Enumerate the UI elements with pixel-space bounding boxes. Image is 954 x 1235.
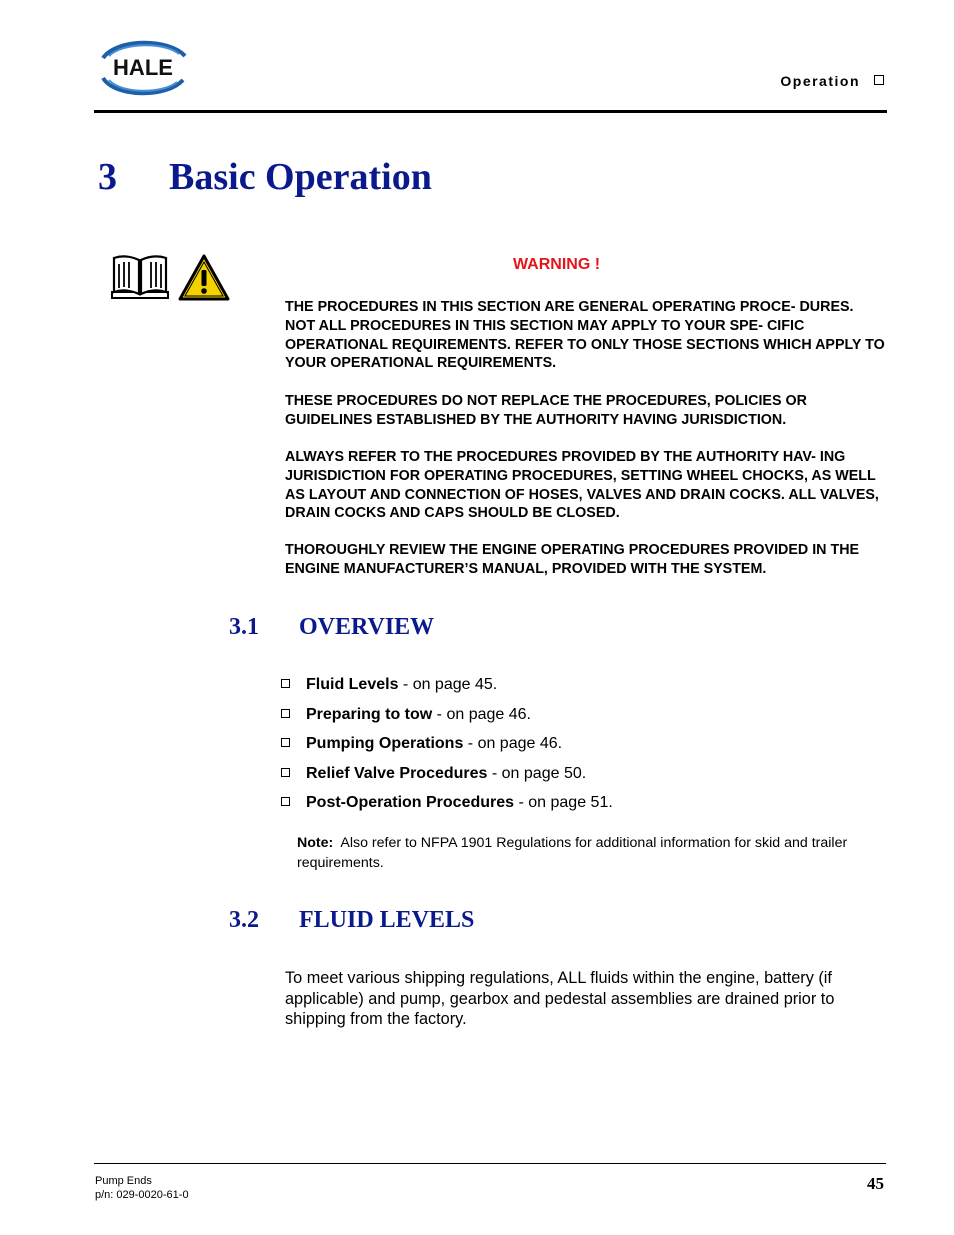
chapter-title — [98, 155, 432, 199]
overview-item-page-ref: - on page 46. — [432, 706, 531, 723]
section-number: 3.1 — [229, 614, 259, 640]
header-section-label: Operation — [780, 73, 860, 89]
footer-rule — [94, 1163, 886, 1164]
warning-paragraph: THE PROCEDURES IN THIS SECTION ARE GENERAL OPERATING PROCE- DURES. NOT ALL PROCEDURES IN THIS SECTION MAY APPLY TO YOUR SPE- CIFIC OPERATIONAL REQUIREMENTS. REFER TO ONLY THOSE SECTIONS WHICH APPLY TO YOUR OPERATIONAL REQUIREMENTS. — [285, 299, 885, 372]
page-number: 45 — [867, 1174, 884, 1193]
section-heading-overview — [229, 614, 434, 641]
hazard-warning-icon — [178, 254, 230, 302]
overview-item-page-ref: - on page 50. — [487, 765, 587, 782]
overview-item-label[interactable]: Fluid Levels — [306, 676, 399, 693]
overview-note — [297, 834, 872, 873]
overview-item-page-ref: - on page 45. — [398, 676, 498, 693]
fluid-levels-paragraph: To meet various shipping regulations, ALL fluids within the engine, battery (if applicable) and pump, gearbox and pedestal assemblies are drained prior to shipping from the factory. — [285, 969, 835, 1028]
hale-logo — [95, 36, 191, 100]
logo-text: HALE — [113, 55, 173, 80]
overview-list-item[interactable] — [281, 765, 586, 783]
running-header — [780, 73, 884, 89]
warning-paragraph: THOROUGHLY REVIEW THE ENGINE OPERATING PROCEDURES PROVIDED IN THE ENGINE MANUFACTURER’S MANUAL, PROVIDED WITH THE SYSTEM. — [285, 542, 860, 577]
book-icon — [110, 254, 170, 300]
overview-list-item[interactable] — [281, 735, 562, 753]
square-bullet-icon — [874, 75, 884, 85]
overview-item-page-ref: - on page 46. — [463, 735, 563, 752]
overview-item-label[interactable]: Post-Operation Procedures — [306, 794, 515, 811]
overview-item-page-ref: - on page 51. — [514, 794, 613, 811]
note-text: Also refer to NFPA 1901 Regulations for additional information for skid and trailer requirements. — [297, 835, 848, 871]
square-bullet-icon — [281, 768, 290, 777]
chapter-title-text: Basic Operation — [169, 156, 432, 198]
overview-item-label[interactable]: Preparing to tow — [306, 706, 433, 723]
footer-product-name: Pump Ends — [95, 1175, 152, 1187]
warning-paragraph: ALWAYS REFER TO THE PROCEDURES PROVIDED BY THE AUTHORITY HAV- ING JURISDICTION FOR OPERATING PROCEDURES, SETTING WHEEL CHOCKS, AS WELL AS LAYOUT AND CONNECTION OF HOSES, VALVES AND DRAIN COCKS. ALL VALVES, DRAIN COCKS AND CAPS SHOULD BE CLOSED. — [285, 449, 879, 522]
overview-item-label[interactable]: Pumping Operations — [306, 735, 464, 752]
warning-paragraph: THESE PROCEDURES DO NOT REPLACE THE PROCEDURES, POLICIES OR GUIDELINES ESTABLISHED BY THE AUTHORITY HAVING JURISDICTION. — [285, 393, 807, 428]
warning-title: WARNING ! — [512, 256, 601, 273]
overview-list-item[interactable] — [281, 794, 613, 812]
note-label: Note: — [297, 835, 334, 851]
square-bullet-icon — [281, 797, 290, 806]
footer-part-number: p/n: 029-0020-61-0 — [95, 1189, 189, 1201]
square-bullet-icon — [281, 738, 290, 747]
overview-item-label[interactable]: Relief Valve Procedures — [306, 765, 488, 782]
section-heading-fluid-levels — [229, 907, 474, 934]
overview-list-item[interactable] — [281, 706, 531, 724]
overview-list-item[interactable] — [281, 676, 497, 694]
square-bullet-icon — [281, 709, 290, 718]
chapter-number: 3 — [98, 156, 117, 198]
section-title: OVERVIEW — [299, 614, 435, 640]
square-bullet-icon — [281, 679, 290, 688]
header-rule — [94, 110, 887, 113]
section-number: 3.2 — [229, 907, 259, 933]
section-title: FLUID LEVELS — [299, 907, 475, 933]
